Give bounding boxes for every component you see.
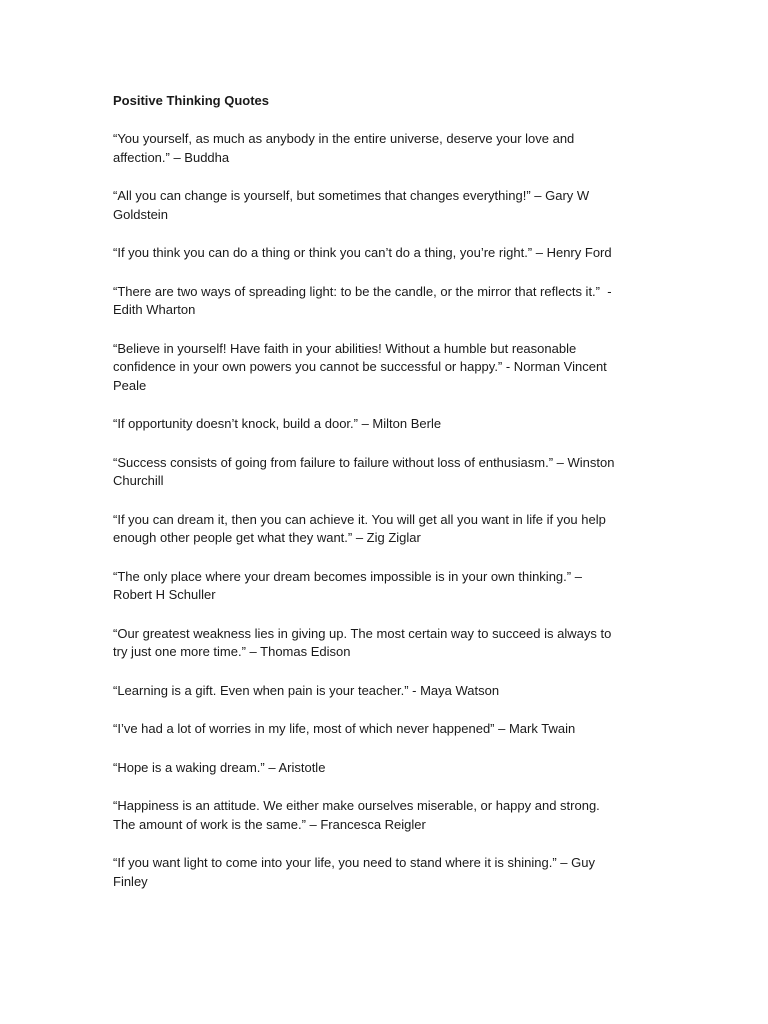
quote-line: Edith Wharton — [113, 302, 196, 317]
quote-line: “If opportunity doesn’t knock, build a door.” – Milton Berle — [113, 416, 442, 431]
quote-paragraph — [113, 682, 653, 701]
quote-line: Finley — [113, 873, 148, 889]
quote-line: “Learning is a gift. Even when pain is your teacher.” - Maya Watson — [113, 682, 500, 698]
quote-paragraph — [113, 244, 653, 263]
quote-paragraph — [113, 625, 653, 662]
quote-line: “Believe in yourself! Have faith in your abilities! Without a humble but reasonable — [113, 340, 577, 356]
quote-paragraph — [113, 854, 653, 891]
quote-paragraph — [113, 568, 653, 605]
quote-line: Robert H Schuller — [113, 587, 216, 602]
quote-line: “Hope is a waking dream.” – Aristotle — [113, 759, 326, 775]
quote-paragraph — [113, 759, 653, 778]
quote-paragraph — [113, 454, 653, 491]
quote-line: “If you want light to come into your life, you need to stand where it is shining.” – Guy — [113, 855, 595, 870]
quote-line: “There are two ways of spreading light: to be the candle, or the mirror that reflects it.” - — [113, 283, 612, 299]
quote-line: “If you can dream it, then you can achieve it. You will get all you want in life if you help — [113, 511, 606, 527]
quote-line: “The only place where your dream becomes impossible is in your own thinking.” – — [113, 568, 582, 584]
quote-line: confidence in your own powers you cannot be successful or happy.” - Norman Vincent — [113, 359, 607, 374]
quote-line: “Happiness is an attitude. We either make ourselves miserable, or happy and strong. — [113, 798, 600, 813]
quote-paragraph — [113, 720, 653, 739]
quote-line: Churchill — [113, 473, 164, 488]
quote-paragraph — [113, 415, 653, 434]
quote-line: The amount of work is the same.” – Francesca Reigler — [113, 816, 426, 832]
quote-paragraph — [113, 283, 653, 320]
quote-line: “If you think you can do a thing or think you can’t do a thing, you’re right.” – Henry Ford — [113, 245, 612, 260]
quote-line: “All you can change is yourself, but sometimes that changes everything!” – Gary W — [113, 188, 590, 203]
quote-paragraph — [113, 340, 653, 396]
quote-line: try just one more time.” – Thomas Edison — [113, 644, 351, 659]
quote-line: enough other people get what they want.” – Zig Ziglar — [113, 530, 421, 545]
quote-line: “Our greatest weakness lies in giving up. The most certain way to succeed is always to — [113, 625, 612, 641]
quotes-list — [113, 130, 653, 891]
quote-paragraph — [113, 797, 653, 834]
quote-paragraph — [113, 130, 653, 167]
quote-line: Goldstein — [113, 206, 168, 222]
document-body — [113, 91, 653, 911]
quote-paragraph — [113, 187, 653, 224]
quote-line: affection.” – Buddha — [113, 149, 230, 165]
quote-line: “I’ve had a lot of worries in my life, most of which never happened” – Mark Twain — [113, 721, 576, 736]
quote-paragraph — [113, 511, 653, 548]
quote-line: “You yourself, as much as anybody in the entire universe, deserve your love and — [113, 131, 575, 146]
page-title: Positive Thinking Quotes — [113, 93, 270, 108]
quote-line: “Success consists of going from failure to failure without loss of enthusiasm.” – Winston — [113, 454, 615, 470]
quote-line: Peale — [113, 377, 147, 393]
